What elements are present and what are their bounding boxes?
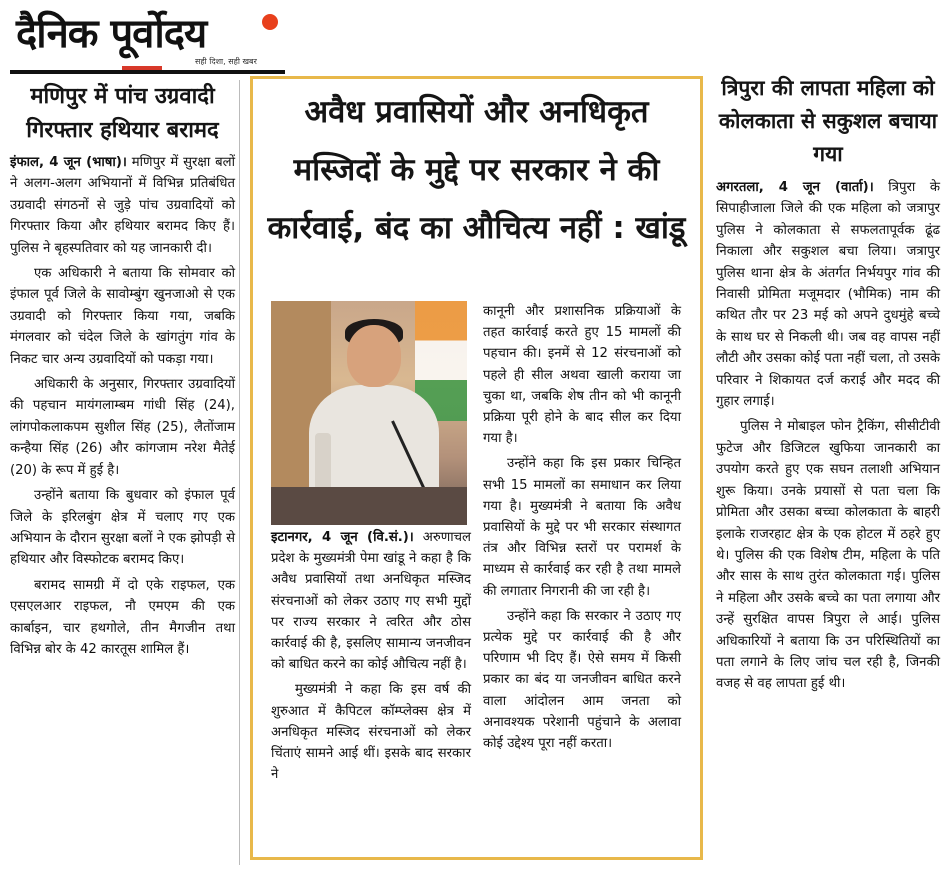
feature-right-column bbox=[483, 301, 681, 758]
right-article-headline: त्रिपुरा की लापता महिला को कोलकाता से सकुशल बचाया गया bbox=[718, 76, 938, 166]
feature-dateline: इटानगर, 4 जून (वि.सं.)। bbox=[271, 530, 414, 545]
feature-headline: अवैध प्रवासियों और अनधिकृत मस्जिदों के मुद्दे पर सरकार ने की कार्रवाई, बंद का औचित्य नहीं : खांडू bbox=[267, 94, 686, 246]
left-article-headline: मणिपुर में पांच उग्रवादी गिरफ्तार हथियार बरामद bbox=[26, 84, 219, 143]
right-article bbox=[712, 72, 940, 865]
left-article-body bbox=[10, 152, 235, 660]
paragraph: उन्होंने कहा कि सरकार ने उठाए गए प्रत्येक मुद्दे पर कार्रवाई की है और परिणाम भी दिए हैं। ऐसे समय में किसी प्रकार का बंद या जनजीवन बाधित करने वाला आंदोलन आम जनता को अनावश्यक परेशानी पहुंचाने के अलावा कोई उद्देश्य पूरा नहीं करता। bbox=[483, 608, 681, 752]
feature-article bbox=[250, 76, 703, 860]
paragraph: एक अधिकारी ने बताया कि सोमवार को इंफाल पूर्व जिले के सावोम्बुंग खुनजाओ से एक उग्रवादी को गिरफ्तार किया गया, जबकि मंगलवार को चंदेल जिले के खांगतुंग गांव के निकट चार अन्य उग्रवादियों को पकड़ा गया। bbox=[10, 266, 235, 367]
masthead bbox=[10, 4, 285, 74]
masthead-logo-dot bbox=[262, 14, 278, 30]
masthead-rule bbox=[10, 70, 285, 74]
paragraph: उन्होंने बताया कि बुधवार को इंफाल पूर्व जिले के इरिलबुंग क्षेत्र में चलाए गए एक अभियान के दौरान सुरक्षा बलों ने एक झोपड़ी से हथियार और विस्फोटक बरामद किए। bbox=[10, 488, 235, 568]
left-article-dateline: इंफाल, 4 जून (भाषा)। bbox=[10, 155, 127, 170]
paragraph: मणिपुर में सुरक्षा बलों ने अलग-अलग अभियानों में विभिन्न प्रतिबंधित उग्रवादी संगठनों से जुड़े पांच उग्रवादियों को गिरफ्तार किया और हथियार बरामद किए हैं। पुलिस ने बृहस्पतिवार को यह जानकारी दी। bbox=[10, 155, 235, 256]
right-article-dateline: अगरतला, 4 जून (वार्ता)। bbox=[716, 180, 874, 195]
paragraph: त्रिपुरा के सिपाहीजाला जिले की एक महिला को जत्रापुर पुलिस ने कोलकाता से सफलतापूर्वक ढूंढ निकाला और सकुशल बचा लिया। जत्रापुर पुलिस थाना क्षेत्र के अंतर्गत निर्भयपुर गांव की निवासी प्रोमिता मजूमदार (भौमिक) नाम की कथित तौर पर 23 मई को अपने दुधमुंहे बच्चे के साथ घर से निकली थी। जब वह वापस नहीं लौटी और उसका कोई पता नहीं चला, तो उसके परिवार ने शिकायत दर्ज कराई और मदद की गुहार लगाई। bbox=[716, 180, 940, 410]
masthead-rule-accent bbox=[122, 66, 162, 70]
right-article-body bbox=[716, 177, 940, 695]
paragraph: पुलिस ने मोबाइल फोन ट्रैकिंग, सीसीटीवी फुटेज और डिजिटल खुफिया जानकारी का उपयोग करते हुए एक सघन तलाशी अभियान शुरू किया। उनके प्रयासों से पता चला कि प्रोमिता और उसका बच्चा कोलकाता के बाहरी इलाके राजरहाट क्षेत्र के एक होटल में ठहरे हुए थे। पुलिस की एक विशेष टीम, महिला के पति और सास के साथ तुरंत कोलकाता गई। पुलिस ने महिला और उसके बच्चे का पता लगाया और उन्हें सुरक्षित वापस त्रिपुरा ले आई। पुलिस अधिकारियों ने बताया कि उन परिस्थितियों का पता लगाने के लिए जांच चल रही है, जिनकी वजह से वह लापता हुई थी। bbox=[716, 419, 940, 692]
paragraph: बरामद सामग्री में दो एके राइफल, एक एसएलआर राइफल, नौ एमएम की एक कार्बाइन, चार हथगोले, तीन मैगजीन तथा विभिन्न बोर के 42 कारतूस शामिल हैं। bbox=[10, 577, 235, 657]
paragraph: अरुणाचल प्रदेश के मुख्यमंत्री पेमा खांडू ने कहा है कि अवैध प्रवासियों तथा अनधिकृत मस्जिद संरचनाओं को लेकर उठाए गए सभी मुद्दों पर राज्य सरकार ने त्वरित और ठोस कार्रवाई की है, इसलिए सामान्य जनजीवन को बाधित करने का कोई औचित्य नहीं है। bbox=[271, 530, 471, 673]
feature-left-column bbox=[271, 527, 471, 789]
masthead-tagline: सही दिशा, सही खबर bbox=[195, 57, 257, 66]
paragraph: मुख्यमंत्री ने कहा कि इस वर्ष की शुरुआत में कैपिटल कॉम्प्लेक्स क्षेत्र में अनधिकृत मस्जिद संरचनाओं को लेकर चिंताएं सामने आई थीं। इसके बाद सरकार ने bbox=[271, 682, 471, 783]
paragraph: कानूनी और प्रशासनिक प्रक्रियाओं के तहत कार्रवाई करते हुए 15 मामलों की पहचान की। इनमें से 12 संरचनाओं को पहले ही सील अथवा खाली कराया जा चुका था, जबकि शेष तीन को भी कानूनी प्रक्रिया पूरी होने के बाद सील कर दिया गया है। bbox=[483, 304, 681, 447]
feature-photo bbox=[271, 301, 467, 525]
paragraph: अधिकारी के अनुसार, गिरफ्तार उग्रवादियों की पहचान मायंगलाम्बम गांधी सिंह (24), लांगपोकलाकपम सुशील सिंह (25), लैतोंजाम कन्हैया सिंह (26) और कांगजाम नरेश मैतेई (20) के रूप में हुई है। bbox=[10, 377, 235, 478]
paragraph: उन्होंने कहा कि इस प्रकार चिन्हित सभी 15 मामलों का समाधान कर लिया गया है। मुख्यमंत्री ने बताया कि अवैध प्रवासियों के मुद्दे पर भी सरकार संस्थागत तंत्र और विभिन्न स्तरों पर परामर्श के माध्यम से कार्रवाई कर रही है तथा मामले की लगातार निगरानी की जा रही है। bbox=[483, 456, 681, 599]
masthead-title: दैनिक पूर्वोदय bbox=[16, 11, 207, 57]
left-article bbox=[10, 80, 240, 865]
